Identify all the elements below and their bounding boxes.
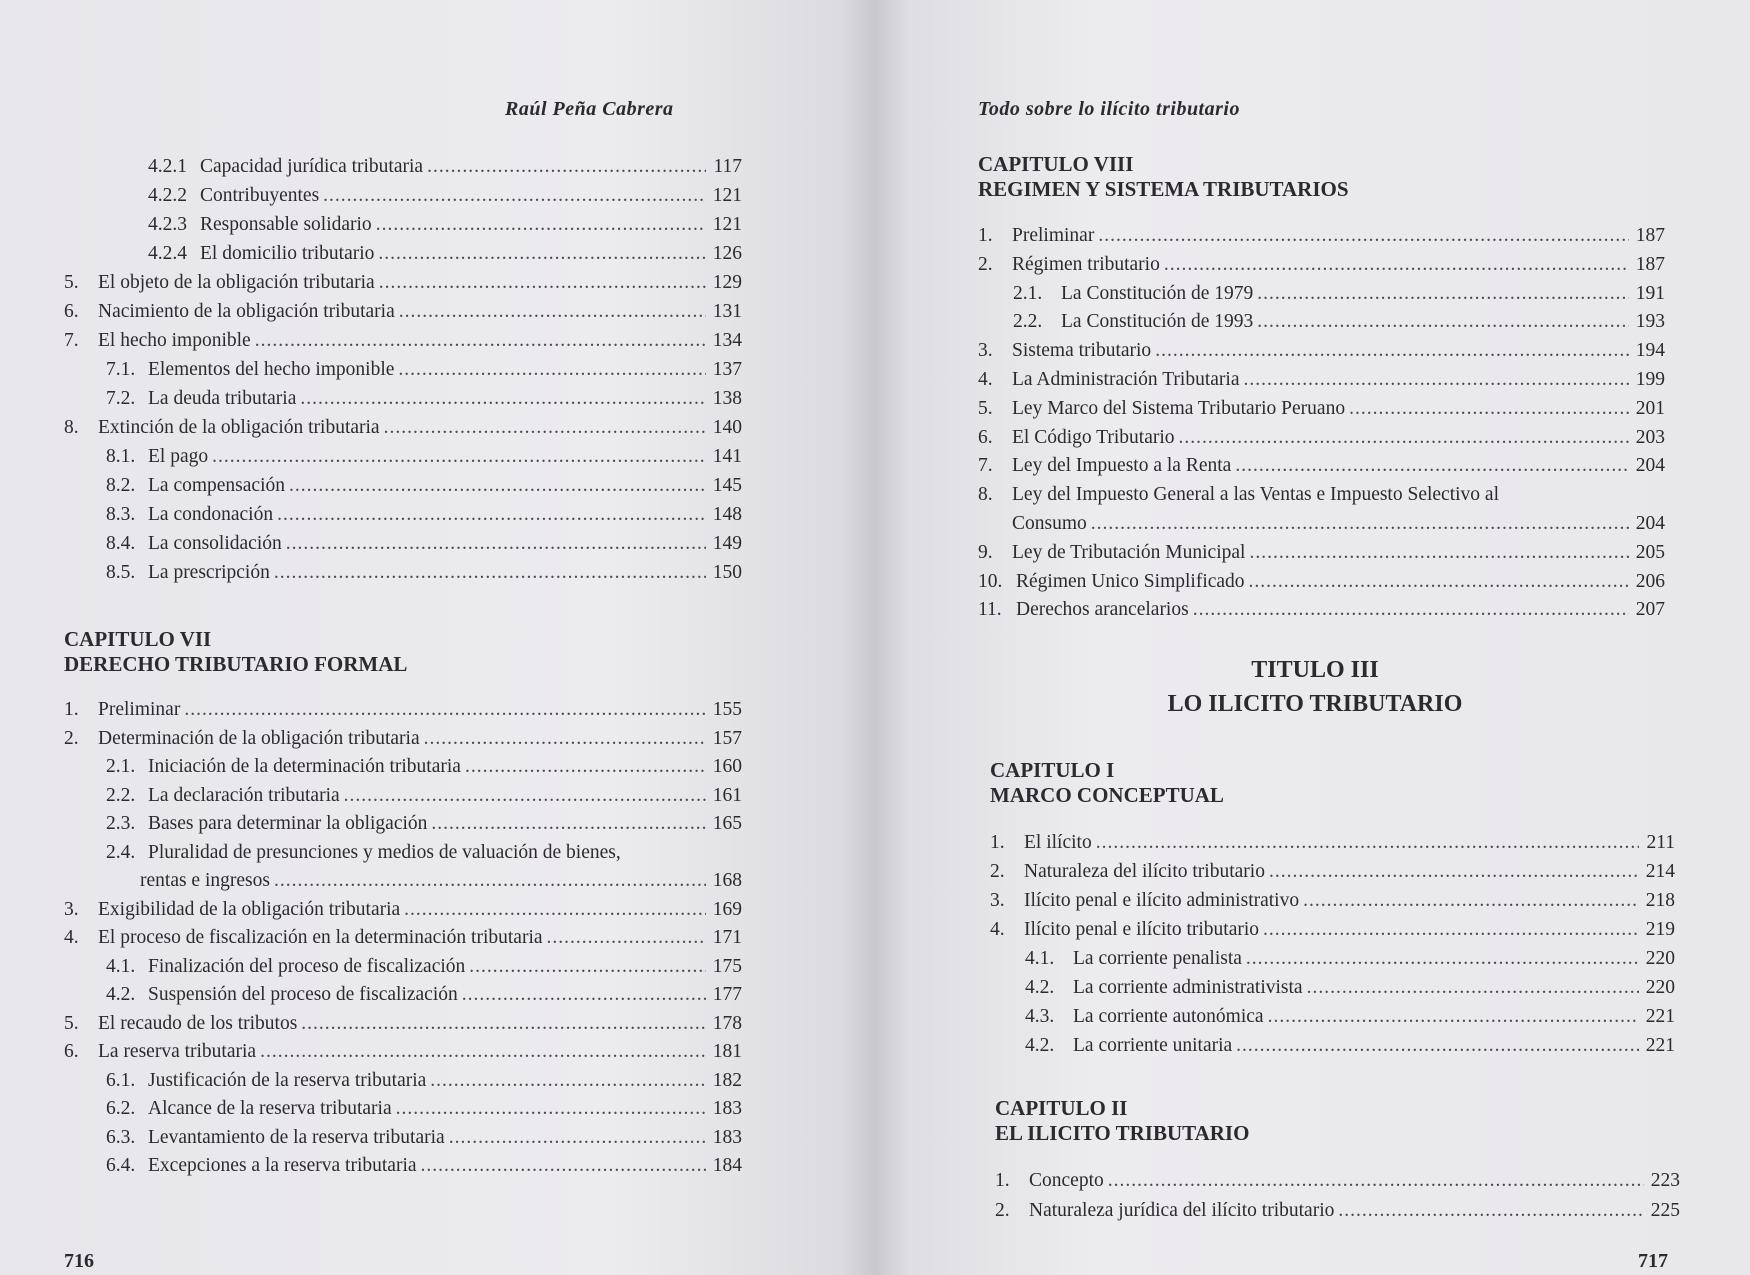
toc-entry-title: La consolidación <box>148 533 282 554</box>
toc-entry-page: 131 <box>712 301 742 322</box>
toc-entry <box>106 1096 742 1122</box>
toc-entry <box>978 482 1665 508</box>
toc-entry-number: 6.2. <box>106 1098 136 1119</box>
toc-entry-number: 2. <box>978 253 993 275</box>
toc-entry-number: 4.2. <box>1025 1035 1055 1056</box>
toc-entry-number: 4.2. <box>106 984 136 1005</box>
toc-entry <box>106 783 742 809</box>
toc-entry <box>106 811 742 837</box>
leader-dots <box>449 1125 706 1151</box>
leader-dots <box>260 1039 706 1065</box>
chapter-heading-vii <box>64 627 407 677</box>
toc-entry-title: Excepciones a la reserva tributaria <box>148 1155 417 1176</box>
chapter-title: EL ILICITO TRIBUTARIO <box>995 1121 1250 1145</box>
leader-dots <box>404 897 706 923</box>
toc-entry-title: El Código Tributario <box>1012 426 1175 448</box>
toc-entry-page: 205 <box>1635 541 1665 563</box>
toc-entry-page: 171 <box>712 927 742 948</box>
toc-entry <box>1025 1033 1675 1059</box>
toc-entry-page: 225 <box>1650 1200 1680 1221</box>
toc-entry-number: 8. <box>64 417 79 438</box>
toc-entry <box>106 560 742 586</box>
toc-entry-number: 10. <box>978 570 1003 592</box>
toc-entry-title: El recaudo de los tributos <box>98 1012 298 1034</box>
leader-dots <box>427 154 706 180</box>
toc-entry-number: 2.2. <box>1013 311 1043 333</box>
toc-entry-title: Pluralidad de presunciones y medios de valuación de bienes, <box>148 841 621 863</box>
toc-entry-number: 2. <box>64 727 79 749</box>
chapter-label: CAPITULO II <box>995 1096 1128 1120</box>
toc-entry <box>106 1125 742 1151</box>
leader-dots <box>1236 1033 1639 1059</box>
toc-entry-number: 8. <box>978 484 993 506</box>
toc-entry-number: 1. <box>978 225 993 246</box>
leader-dots <box>286 531 706 557</box>
toc-entry <box>1025 946 1675 972</box>
toc-entry-title: Levantamiento de la reserva tributaria <box>148 1126 445 1148</box>
toc-entry-page: 184 <box>712 1155 742 1176</box>
leader-dots <box>1257 281 1629 307</box>
leader-dots <box>465 754 706 780</box>
toc-entry-title: Contribuyentes <box>200 185 320 206</box>
toc-entry-number: 2.3. <box>106 813 136 834</box>
toc-entry-number: 8.5. <box>106 562 136 583</box>
toc-entry-title: La corriente autonómica <box>1073 1006 1264 1027</box>
toc-entry-title: La declaración tributaria <box>148 784 340 806</box>
toc-entry-number: 6.1. <box>106 1069 136 1091</box>
toc-entry-number: 1. <box>995 1170 1010 1191</box>
toc-entry-title: Responsable solidario <box>200 214 372 235</box>
toc-entry-title: La Constitución de 1979 <box>1061 282 1254 304</box>
leader-dots <box>344 783 706 809</box>
toc-entry-number: 1. <box>990 832 1005 853</box>
toc-entry-number: 7. <box>64 330 79 351</box>
leader-dots <box>424 726 706 752</box>
toc-entry <box>106 982 742 1008</box>
toc-entry-title: Concepto <box>1029 1170 1104 1191</box>
toc-entry <box>148 241 742 267</box>
titulo-heading <box>1145 653 1485 721</box>
toc-entry-page: 138 <box>712 388 742 409</box>
toc-entry-title: El objeto de la obligación tributaria <box>98 272 375 293</box>
leader-dots <box>384 415 706 441</box>
leader-dots <box>1098 223 1629 249</box>
chapter-title: REGIMEN Y SISTEMA TRIBUTARIOS <box>978 177 1349 201</box>
leader-dots <box>274 560 706 586</box>
toc-entry-title: Determinación de la obligación tributaria <box>98 727 420 749</box>
leader-dots <box>1246 946 1639 972</box>
leader-dots <box>1155 338 1629 364</box>
leader-dots <box>323 183 706 209</box>
toc-entry-number: 7. <box>978 455 993 477</box>
leader-dots <box>396 1096 706 1122</box>
toc-entry-title: rentas e ingresos <box>140 870 270 891</box>
toc-entry-title: Ley de Tributación Municipal <box>1012 541 1246 563</box>
toc-entry-page: 155 <box>712 699 742 720</box>
toc-entry <box>64 697 742 723</box>
toc-entry-page: 160 <box>712 756 742 777</box>
toc-entry <box>64 726 742 752</box>
toc-entry-title: Ley del Impuesto a la Renta <box>1012 455 1232 477</box>
chapter-label: CAPITULO VII <box>64 627 212 651</box>
toc-entry-title: Ilícito penal e ilícito tributario <box>1024 919 1260 940</box>
toc-entry-title: La corriente administrativista <box>1073 977 1303 998</box>
toc-entry-page: 194 <box>1635 340 1665 362</box>
toc-entry <box>106 954 742 980</box>
leader-dots <box>376 212 706 238</box>
toc-entry-page: 137 <box>712 359 742 380</box>
toc-entry-number: 6.4. <box>106 1155 136 1176</box>
toc-entry <box>978 540 1665 566</box>
toc-entry <box>978 511 1665 537</box>
leader-dots <box>1108 1168 1644 1194</box>
toc-entry-number: 8.3. <box>106 504 136 525</box>
chapter-title: MARCO CONCEPTUAL <box>990 783 1224 807</box>
toc-entry-number: 4.2.3 <box>148 214 187 235</box>
toc-entry <box>1013 309 1665 335</box>
toc-entry <box>978 453 1665 479</box>
toc-entry <box>64 1039 742 1065</box>
toc-entry-page: 161 <box>712 784 742 806</box>
toc-entry <box>106 386 742 412</box>
leader-dots <box>300 386 706 412</box>
toc-entry-page: 134 <box>712 330 742 351</box>
toc-entry-title: Régimen Unico Simplificado <box>1016 570 1245 592</box>
toc-entry-page: 223 <box>1650 1170 1680 1191</box>
toc-entry-page: 145 <box>712 475 742 496</box>
toc-entry-number: 2.2. <box>106 784 136 806</box>
toc-entry <box>978 223 1665 249</box>
titulo-title: LO ILICITO TRIBUTARIO <box>1167 691 1463 717</box>
leader-dots <box>430 1068 706 1094</box>
toc-entry-number: 6. <box>978 426 993 448</box>
toc-entry-page: 191 <box>1635 282 1665 304</box>
toc-entry-page: 126 <box>712 243 742 264</box>
leader-dots <box>1268 1004 1639 1030</box>
toc-entry-title: La condonación <box>148 504 274 525</box>
toc-entry-number: 4.2. <box>1025 977 1055 998</box>
toc-entry <box>990 917 1675 943</box>
toc-entry-page: 219 <box>1645 919 1675 940</box>
toc-entry-title: Naturaleza del ilícito tributario <box>1024 861 1265 882</box>
toc-entry-number: 3. <box>978 340 993 362</box>
toc-entry-page: 211 <box>1646 832 1675 853</box>
folio-right: 717 <box>1638 1250 1668 1272</box>
toc-entry-title: La reserva tributaria <box>98 1041 257 1062</box>
toc-entry-page: 149 <box>712 533 742 554</box>
toc-entry <box>995 1168 1680 1194</box>
toc-entry-number: 4. <box>64 927 79 948</box>
toc-entry <box>106 444 742 470</box>
toc-entry <box>106 754 742 780</box>
toc-entry-number: 2. <box>990 861 1005 882</box>
toc-entry <box>990 859 1675 885</box>
leader-dots <box>1235 453 1629 479</box>
leader-dots <box>399 299 706 325</box>
leader-dots <box>469 954 706 980</box>
toc-entry-number: 3. <box>64 898 79 920</box>
leader-dots <box>1091 511 1629 537</box>
toc-entry-number: 6. <box>64 1041 79 1062</box>
toc-entry-page: 201 <box>1635 397 1665 419</box>
folio-left: 716 <box>64 1250 94 1272</box>
toc-entry-title: Suspensión del proceso de fiscalización <box>148 984 458 1005</box>
toc-entry <box>148 183 742 209</box>
toc-entry-title: El pago <box>148 446 209 467</box>
toc-entry-title: Finalización del proceso de fiscalización <box>148 955 466 977</box>
toc-entry-title: Capacidad jurídica tributaria <box>200 156 424 177</box>
toc-entry <box>148 154 742 180</box>
leader-dots <box>1269 859 1639 885</box>
toc-entry <box>978 367 1665 393</box>
toc-entry-page: 121 <box>712 185 742 206</box>
toc-entry-page: 221 <box>1645 1035 1675 1056</box>
toc-entry-number: 2.1. <box>1013 282 1043 304</box>
toc-entry-number: 8.2. <box>106 475 136 496</box>
toc-entry-page: 183 <box>712 1098 742 1119</box>
toc-entry-page: 168 <box>712 870 742 891</box>
toc-entry-page: 220 <box>1645 948 1675 969</box>
leader-dots <box>462 982 706 1008</box>
leader-dots <box>398 357 706 383</box>
toc-entry <box>978 425 1665 451</box>
toc-entry-page: 207 <box>1635 599 1665 621</box>
toc-entry-title: Elementos del hecho imponible <box>148 359 395 380</box>
toc-entry-page: 141 <box>712 446 742 467</box>
toc-entry <box>64 897 742 923</box>
toc-entry-page: 140 <box>712 417 742 438</box>
toc-entry-title: Preliminar <box>1012 225 1095 246</box>
toc-entry-page: 218 <box>1645 890 1675 911</box>
toc-entry-page: 177 <box>712 984 742 1005</box>
toc-entry-number: 9. <box>978 541 993 563</box>
toc-entry-number: 4.1. <box>1025 948 1055 969</box>
toc-entry-page: 203 <box>1635 426 1665 448</box>
toc-entry-title: Sistema tributario <box>1012 340 1152 362</box>
toc-entry-page: 148 <box>712 504 742 525</box>
toc-entry-number: 7.2. <box>106 388 136 409</box>
toc-entry-title: Derechos arancelarios <box>1016 599 1189 621</box>
toc-entry-number: 4.1. <box>106 955 136 977</box>
toc-entry-number: 6.3. <box>106 1126 136 1148</box>
leader-dots <box>1096 830 1639 856</box>
toc-entry <box>106 502 742 528</box>
toc-entry-number: 5. <box>978 397 993 419</box>
chapter-heading-i <box>990 758 1224 808</box>
toc-entry <box>978 252 1665 278</box>
toc-entry-page: 117 <box>713 156 742 177</box>
toc-entry-title: Ilícito penal e ilícito administrativo <box>1024 890 1300 911</box>
toc-entry-title: La Constitución de 1993 <box>1061 311 1254 333</box>
leader-dots <box>1193 597 1629 623</box>
toc-entry <box>1013 281 1665 307</box>
leader-dots <box>1243 367 1629 393</box>
toc-entry-page: 175 <box>712 955 742 977</box>
toc-entry-page: 150 <box>712 562 742 583</box>
toc-entry-number: 8.4. <box>106 533 136 554</box>
leader-dots <box>1249 540 1629 566</box>
toc-entry-number: 5. <box>64 272 79 293</box>
toc-entry-page: 220 <box>1645 977 1675 998</box>
toc-entry-page: 129 <box>712 272 742 293</box>
leader-dots <box>1263 917 1639 943</box>
leader-dots <box>277 502 706 528</box>
toc-entry-number: 3. <box>990 890 1005 911</box>
toc-entry-page: 214 <box>1645 861 1675 882</box>
running-head-left: Raúl Peña Cabrera <box>505 98 674 120</box>
leader-dots <box>289 473 706 499</box>
toc-entry <box>978 396 1665 422</box>
toc-entry <box>1025 1004 1675 1030</box>
toc-entry-page: 165 <box>712 813 742 834</box>
toc-entry <box>978 597 1665 623</box>
toc-entry-page: 187 <box>1635 225 1665 246</box>
toc-entry-page: 169 <box>712 898 742 920</box>
leader-dots <box>1338 1198 1644 1224</box>
toc-entry-title: La prescripción <box>148 562 270 583</box>
toc-entry-number: 7.1. <box>106 359 136 380</box>
toc-entry-page: 204 <box>1635 513 1665 534</box>
toc-entry-title: La compensación <box>148 475 285 496</box>
leader-dots <box>1307 975 1639 1001</box>
toc-entry-title: Nacimiento de la obligación tributaria <box>98 301 395 322</box>
toc-entry-page: 199 <box>1635 369 1665 390</box>
toc-entry-page: 157 <box>712 727 742 749</box>
running-head-right: Todo sobre lo ilícito tributario <box>978 98 1240 120</box>
leader-dots <box>274 868 706 894</box>
toc-entry-title: El domicilio tributario <box>200 243 375 264</box>
toc-entry-title: Bases para determinar la obligación <box>148 813 428 834</box>
toc-entry-page: 182 <box>712 1069 742 1091</box>
toc-entry <box>64 328 742 354</box>
toc-entry <box>995 1198 1680 1224</box>
toc-entry <box>106 868 742 894</box>
toc-entry-title: La corriente penalista <box>1073 948 1242 969</box>
toc-entry-title: La Administración Tributaria <box>1012 369 1240 390</box>
right-page <box>875 0 1750 1275</box>
toc-entry-page: 187 <box>1635 253 1665 275</box>
toc-entry-number: 11. <box>978 599 1002 621</box>
leader-dots <box>184 697 706 723</box>
toc-entry-number: 2.4. <box>106 841 136 863</box>
leader-dots <box>255 328 706 354</box>
toc-entry <box>990 830 1675 856</box>
toc-entry <box>978 569 1665 595</box>
toc-entry-title: Naturaleza jurídica del ilícito tributario <box>1029 1200 1335 1221</box>
leader-dots <box>379 270 706 296</box>
chapter-heading-ii <box>995 1096 1249 1146</box>
toc-entry-number: 4. <box>990 919 1005 940</box>
toc-entry <box>148 212 742 238</box>
leader-dots <box>547 925 706 951</box>
chapter-heading-viii <box>978 152 1349 202</box>
toc-entry-number: 1. <box>64 699 79 720</box>
toc-entry <box>106 357 742 383</box>
toc-entry-number: 4.2.2 <box>148 185 187 206</box>
toc-entry <box>106 531 742 557</box>
leader-dots <box>1249 569 1629 595</box>
toc-entry-number: 6. <box>64 301 79 322</box>
toc-entry <box>64 299 742 325</box>
toc-entry-title: La corriente unitaria <box>1073 1035 1233 1056</box>
leader-dots <box>431 811 706 837</box>
toc-entry-number: 5. <box>64 1012 79 1034</box>
toc-entry-number: 4. <box>978 369 993 390</box>
toc-entry <box>106 1153 742 1179</box>
leader-dots <box>1164 252 1629 278</box>
toc-entry <box>64 1011 742 1037</box>
toc-entry <box>106 1068 742 1094</box>
toc-entry-page: 181 <box>712 1041 742 1062</box>
leader-dots <box>1257 309 1629 335</box>
toc-entry-title: Alcance de la reserva tributaria <box>148 1098 392 1119</box>
toc-entry-page: 221 <box>1645 1006 1675 1027</box>
toc-entry <box>64 415 742 441</box>
toc-entry-number: 4.3. <box>1025 1006 1055 1027</box>
toc-entry-number: 2. <box>995 1200 1010 1221</box>
toc-entry-title: Preliminar <box>98 699 181 720</box>
leader-dots <box>1179 425 1629 451</box>
chapter-label: CAPITULO VIII <box>978 152 1134 176</box>
toc-entry-title: El ilícito <box>1024 832 1092 853</box>
toc-entry-page: 178 <box>712 1012 742 1034</box>
toc-entry <box>64 925 742 951</box>
leader-dots <box>301 1011 706 1037</box>
titulo-label: TITULO III <box>1251 657 1379 683</box>
toc-entry-page: 183 <box>712 1126 742 1148</box>
toc-entry-title: El proceso de fiscalización en la determinación tributaria <box>98 927 543 948</box>
toc-entry-title: El hecho imponible <box>98 330 251 351</box>
toc-entry-number: 8.1. <box>106 446 136 467</box>
toc-entry <box>990 888 1675 914</box>
toc-entry-title: Exigibilidad de la obligación tributaria <box>98 898 401 920</box>
toc-entry-title: Justificación de la reserva tributaria <box>148 1069 427 1091</box>
toc-entry-page: 206 <box>1635 570 1665 592</box>
toc-entry-title: Ley Marco del Sistema Tributario Peruano <box>1012 397 1346 419</box>
leader-dots <box>421 1153 706 1179</box>
toc-entry-number: 2.1. <box>106 756 136 777</box>
toc-entry-page: 193 <box>1635 311 1665 333</box>
toc-entry-title: Iniciación de la determinación tributaria <box>148 756 461 777</box>
leader-dots <box>378 241 706 267</box>
toc-entry <box>978 338 1665 364</box>
toc-entry <box>106 473 742 499</box>
toc-entry-title: Ley del Impuesto General a las Ventas e Impuesto Selectivo al <box>1012 484 1499 506</box>
toc-entry-page: 121 <box>712 214 742 235</box>
toc-entry-title: Consumo <box>1012 513 1087 534</box>
leader-dots <box>1349 396 1629 422</box>
toc-entry-title: La deuda tributaria <box>148 388 297 409</box>
chapter-title: DERECHO TRIBUTARIO FORMAL <box>64 652 408 676</box>
chapter-label: CAPITULO I <box>990 758 1115 782</box>
toc-entry-page: 204 <box>1635 455 1665 477</box>
toc-entry-title: Extinción de la obligación tributaria <box>98 417 380 438</box>
toc-entry <box>64 270 742 296</box>
toc-entry <box>106 840 742 866</box>
leader-dots <box>212 444 706 470</box>
toc-entry-number: 4.2.4 <box>148 243 187 264</box>
leader-dots <box>1303 888 1639 914</box>
toc-entry-title: Régimen tributario <box>1012 253 1160 275</box>
toc-entry <box>1025 975 1675 1001</box>
toc-entry-number: 4.2.1 <box>148 156 187 177</box>
